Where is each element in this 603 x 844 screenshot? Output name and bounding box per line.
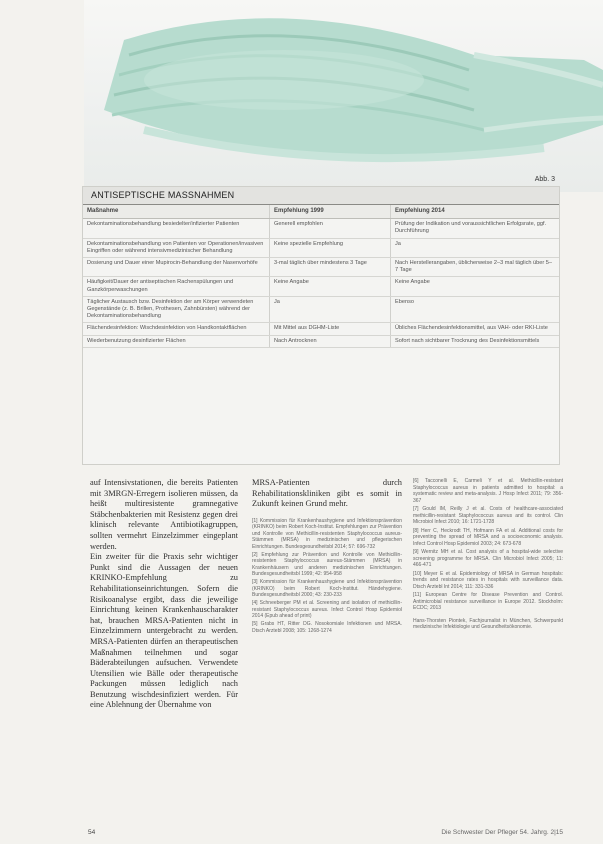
table-cell: Flächendesinfektion: Wischdesinfektion von Handkontaktflächen [83, 323, 270, 335]
table-cell: Sofort nach sichtbarer Trocknung des Desinfektionsmittels [391, 335, 560, 347]
table-header-row [83, 205, 559, 219]
table-cell: Generell empfohlen [270, 219, 391, 238]
table-cell: Dekontaminationsbehandlung von Patienten vor Operationen/invasiven Eingriffen oder während intensivmedizinischer Behandlung [83, 238, 270, 257]
reference-item: [11] European Centre for Disease Prevention and Control. Antimicrobial resistance surveillance in Europe 2012. Stockholm: ECDC; 2013 [413, 592, 563, 611]
box-title: ANTISEPTISCHE MASSNAHMEN [83, 187, 559, 205]
reference-item: [7] Gould IM, Reilly J et al. Costs of healthcare-associated methicillin-resistant Staphylococcus aureus and its control. Clin Microbiol Infect 2010; 16: 1721-1728 [413, 506, 563, 525]
measures-table [83, 205, 559, 348]
reference-list [413, 478, 563, 631]
table-row [83, 323, 559, 335]
table-row [83, 335, 559, 347]
table-cell: 3-mal täglich über mindestens 3 Tage [270, 258, 391, 277]
antiseptic-measures-box [82, 186, 560, 465]
reference-item: [4] Schneeberger PM et al. Screening and isolation of methicillin-resistant Staphylococcus aureus. Infect Control Hosp Epidemiol 2014 (Epub ahead of print) [252, 600, 402, 620]
table-cell: Prüfung der Indikation und voraussichtlichen Erfolgsrate, ggf. Durchführung [391, 219, 560, 238]
table-cell: Wiederbenutzung desinfizierter Flächen [83, 335, 270, 347]
body-column-2 [252, 478, 402, 636]
page-number: 54 [88, 829, 96, 836]
author-note: Hans-Thorsten Piontek, Fachjournalist in München, Schwerpunkt medizinische Infektiologie und Gesundheitsökonomie. [413, 617, 563, 630]
body-column-1: auf Intensivstationen, die bereits Patienten mit 3MRGN-Erregern isolieren müssen, da heißt multiresistente gramnegative Stäbchenbakterien mit Resistenz gegen drei klinisch relevante Antibiotikagruppen, sollten vermehrt Einzelzimmer eingeplant werden. Ein zweiter für die Praxis sehr wichtiger Punkt sind die Aussagen der neuen KRINKO-Empfehlung zu Rehabilitationseinrichtungen. Sofern die Risikoanalyse ergibt, dass die jeweilige Einrichtung keinen Krankenhauscharakter hat, brauchen MRSA-Patienten nicht in Einzelzimmern untergebracht zu werden. MRSA-Patienten dürfen an therapeutischen Maßnahmen teilnehmen und sogar Bäderabteilungen aufsuchen. Verwendete Utensilien wie Bälle oder therapeutische Packungen müssen lediglich nach Benutzung wischdesinfiziert werden. Für eine Ablehnung der Übernahme von [90, 478, 238, 710]
reference-item: [1] Kommission für Krankenhaushygiene und Infektionsprävention (KRINKO) beim Robert Koch-Institut. Empfehlungen zur Prävention und Kontrolle von Methicillin-resistenten Staphylococcus aureus-Stämmen (MRSA) in medizinischen und pflegerischen Einrichtungen. Bundesgesundheitsbl 2014; 57: 696-732 [252, 517, 402, 550]
table-cell: Dekontaminationsbehandlung besiedelter/infizierter Patienten [83, 219, 270, 238]
table-cell: Ja [270, 296, 391, 323]
reference-item: [6] Tacconelli E, Carmeli Y et al. Methicillin-resistant Staphylococcus aureus in patients admitted to hospital: a systematic review and meta-analysis. J Hosp Infect 2011; 79: 356-367 [413, 478, 563, 504]
body-column-3 [413, 478, 563, 633]
table-cell: Ja [391, 238, 560, 257]
reference-item: [8] Herr C, Heckrodt TH, Hofmann FA et al. Additional costs for preventing the spread of MRSA and a socioeconomic analysis. Infect Control Hosp Epidemiol 2003; 24: 673-678 [413, 527, 563, 547]
table-row [83, 296, 559, 323]
journal-footer: Die Schwester Der Pfleger 54. Jahrg. 2|15 [441, 829, 563, 836]
table-cell: Häufigkeit/Dauer der antiseptischen Rachenspülungen und Ganzkörperwaschungen [83, 277, 270, 296]
mask-illustration [84, 0, 603, 192]
header-1999: Empfehlung 1999 [270, 205, 391, 219]
table-row [83, 277, 559, 296]
table-cell: Täglicher Austausch bzw. Desinfektion der am Körper verwendeten Gegenstände (z. B. Brillen, Prothesen, Zahnbürsten) während der Dekontaminationsbehandlung [83, 296, 270, 323]
table-row [83, 219, 559, 238]
table-row [83, 238, 559, 257]
figure-label: Abb. 3 [534, 176, 555, 183]
header-measure: Maßnahme [83, 205, 270, 219]
table-cell: Keine Angabe [391, 277, 560, 296]
header-2014: Empfehlung 2014 [391, 205, 560, 219]
table-cell: Mit Mittel aus DGHM-Liste [270, 323, 391, 335]
table-row [83, 258, 559, 277]
reference-item: [3] Kommission für Krankenhaushygiene und Infektionsprävention (KRINKO) beim Robert Koch-Institut. Händehygiene. Bundesgesundheitsbl 2000; 43: 230-233 [252, 579, 402, 599]
reference-list [252, 518, 402, 635]
reference-item: [10] Meyer E et al. Epidemiology of MRSA in German hospitals: trends and resistance rates in hospitals with surveillance data. Dtsch Arztebl Int 2014; 111: 331-336 [413, 570, 563, 590]
surgical-mask-photo [84, 0, 603, 192]
body-paragraph: MRSA-Patienten durch Rehabilitationskliniken gibt es somit in Zukunft keinen Grund mehr. [252, 478, 402, 509]
table-cell: Übliches Flächendesinfektionsmittel, aus VAH- oder RKI-Liste [391, 323, 560, 335]
reference-item: [2] Empfehlung zur Prävention und Kontrolle von Methicillin-resistenten Staphylococcus aureus-Stämmen (MRSA) in Krankenhäusern und anderen medizinischen Einrichtungen. Bundesgesundheitsbl 1999; 42: 954-958 [252, 551, 402, 578]
table-cell: Dosierung und Dauer einer Mupirocin-Behandlung der Nasenvorhöfe [83, 258, 270, 277]
table-cell: Keine Angabe [270, 277, 391, 296]
reference-item: [9] Wernitz MH et al. Cost analysis of a hospital-wide selective screening programme for MRSA. Clin Microbiol Infect 2005; 11: 466-471 [413, 549, 563, 568]
table-cell: Keine spezielle Empfehlung [270, 238, 391, 257]
table-cell: Nach Herstellerangaben, üblicherweise 2–3 mal täglich über 5–7 Tage [391, 258, 560, 277]
table-cell: Nach Antrocknen [270, 335, 391, 347]
table-cell: Ebenso [391, 296, 560, 323]
reference-item: [5] Grabs HT, Ritter DG. Nosokomiale Infektionen und MRSA. Dtsch Arztebl 2008; 105: 1268-1274 [252, 621, 402, 634]
